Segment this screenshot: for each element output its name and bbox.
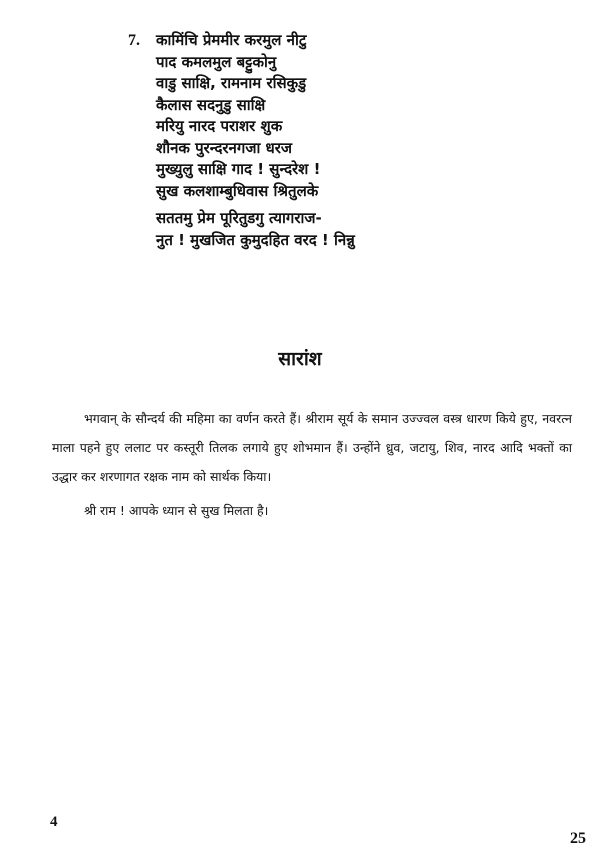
verse-line-text: मरियु नारद पराशर शुक	[156, 117, 283, 135]
verse-line-text: सुख कलशाम्बुधिवास श्रितुलके	[156, 181, 319, 200]
summary-heading: सारांश	[278, 348, 322, 370]
verse-line-text: कैलास सदनुडु साक्षि	[156, 95, 266, 114]
verse-line-text: शौनक पुरन्दरनगजा धरज	[156, 138, 293, 157]
verse-line	[128, 30, 488, 52]
verse-line	[128, 52, 488, 74]
verse-line	[128, 230, 488, 252]
verse-line	[128, 116, 488, 138]
verse-line-text: मुख्युलु साक्षि गाद ! सुन्दरेश !	[156, 160, 321, 178]
verse-line-text: नुत ! मुखजित कुमुदहित वरद ! निन्नु	[156, 230, 355, 249]
verse-line	[128, 73, 488, 95]
summary-body	[52, 404, 572, 525]
verse-line	[128, 159, 488, 181]
verse-line-text: सततमु प्रेम पूरितुडगु त्यागराज-	[156, 209, 322, 227]
verse-number: 7.	[128, 32, 140, 49]
verse-line-text: पाद कमलमुल बट्टुकोनु	[156, 52, 277, 71]
summary-paragraph: श्री राम ! आपके ध्यान से सुख मिलता है।	[84, 503, 269, 518]
verse-line-text: वाडु साक्षि, रामनाम रसिकुडु	[156, 74, 307, 92]
verse-line	[128, 181, 488, 203]
verse-line-text: कामिंचि प्रेममीर करमुल नीटु	[156, 31, 307, 49]
verse-line	[128, 208, 488, 230]
summary-paragraph: भगवान् के सौन्दर्य की महिमा का वर्णन करते हैं। श्रीराम सूर्य के समान उज्ज्वल वस्त्र धारण किये हुए, नवरत्न माला पहने हुए ललाट पर कस्तूरी तिलक लगाये हुए शोभमान हैं। उन्होंने ध्रुव, जटायु, शिव, नारद आदि भक्तों का उद्धार कर शरणागत रक्षक नाम को सार्थक किया।	[52, 411, 572, 484]
verse-line	[128, 95, 488, 117]
verse-block	[128, 30, 488, 251]
page-number: 25	[570, 830, 586, 847]
chapter-number: 4	[50, 814, 58, 830]
verse-line	[128, 138, 488, 160]
